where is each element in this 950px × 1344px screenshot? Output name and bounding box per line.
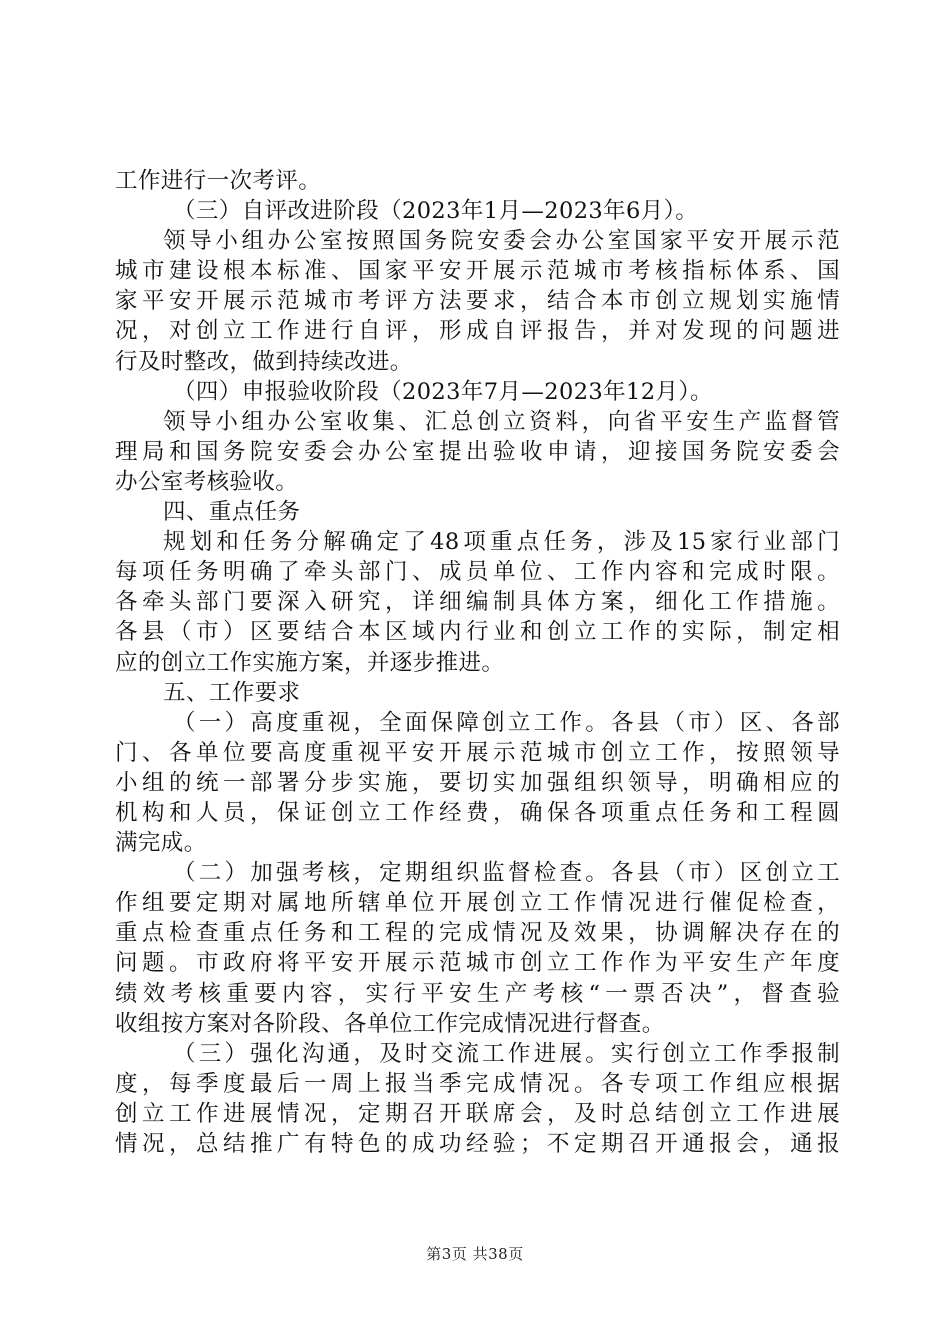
text-line: 家平安开展示范城市考评方法要求，结合本市创立规划实施情 [115, 288, 840, 315]
text-line: 创立工作进展情况，定期召开联席会，及时总结创立工作进展 [115, 1100, 840, 1127]
text-line: 每项任务明确了牵头部门、成员单位、工作内容和完成时限。 [115, 559, 840, 586]
text-line: 收组按方案对各阶段、各单位工作完成情况进行督查。 [115, 1010, 665, 1037]
text-line: （三）强化沟通，及时交流工作进展。实行创立工作季报制 [173, 1040, 840, 1067]
text-line: 问题。市政府将平安开展示范城市创立工作作为平安生产年度 [115, 950, 840, 977]
text-line: 四、重点任务 [163, 499, 301, 526]
text-line: 况，对创立工作进行自评，形成自评报告，并对发现的问题进 [115, 318, 840, 345]
text-line: 门、各单位要高度重视平安开展示范城市创立工作，按照领导 [115, 739, 840, 766]
text-line: 绩效考核重要内容，实行平安生产考核“一票否决”，督查验 [115, 980, 840, 1007]
page-footer: 第3页 共38页 [426, 1245, 524, 1263]
text-line: 度，每季度最后一周上报当季完成情况。各专项工作组应根据 [115, 1070, 840, 1097]
text-line: 各县（市）区要结合本区域内行业和创立工作的实际，制定相 [115, 619, 840, 646]
text-line: 办公室考核验收。 [115, 468, 299, 495]
text-line: （四）申报验收阶段（2023年7月—2023年12月）。 [173, 378, 713, 405]
document-body [115, 166, 840, 1159]
text-line: 理局和国务院安委会办公室提出验收申请，迎接国务院安委会 [115, 438, 840, 465]
text-line: 五、工作要求 [163, 679, 301, 706]
text-line: 领导小组办公室收集、汇总创立资料，向省平安生产监督管 [163, 408, 840, 435]
text-line: 作组要定期对属地所辖单位开展创立工作情况进行催促检查， [115, 890, 840, 917]
text-line: 行及时整改，做到持续改进。 [115, 348, 413, 375]
text-line: （二）加强考核，定期组织监督检查。各县（市）区创立工 [173, 860, 840, 887]
text-line: 领导小组办公室按照国务院安委会办公室国家平安开展示范 [163, 228, 840, 255]
text-line: 情况，总结推广有特色的成功经验；不定期召开通报会，通报 [115, 1131, 840, 1157]
text-line: 重点检查重点任务和工程的完成情况及效果，协调解决存在的 [115, 920, 840, 947]
text-line: 工作进行一次考评。 [115, 168, 322, 194]
text-line: （三）自评改进阶段（2023年1月—2023年6月）。 [173, 198, 699, 225]
text-line: 规划和任务分解确定了48项重点任务，涉及15家行业部门 [163, 529, 840, 556]
text-line: 各牵头部门要深入研究，详细编制具体方案，细化工作措施。 [115, 589, 840, 616]
text-line: 机构和人员，保证创立工作经费，确保各项重点任务和工程圆 [115, 799, 840, 826]
text-line: （一）高度重视，全面保障创立工作。各县（市）区、各部 [173, 709, 840, 736]
text-line: 满完成。 [115, 830, 207, 857]
text-line: 应的创立工作实施方案，并逐步推进。 [115, 649, 505, 676]
text-line: 小组的统一部署分步实施，要切实加强组织领导，明确相应的 [115, 769, 840, 796]
text-line: 城市建设根本标准、国家平安开展示范城市考核指标体系、国 [115, 258, 840, 285]
